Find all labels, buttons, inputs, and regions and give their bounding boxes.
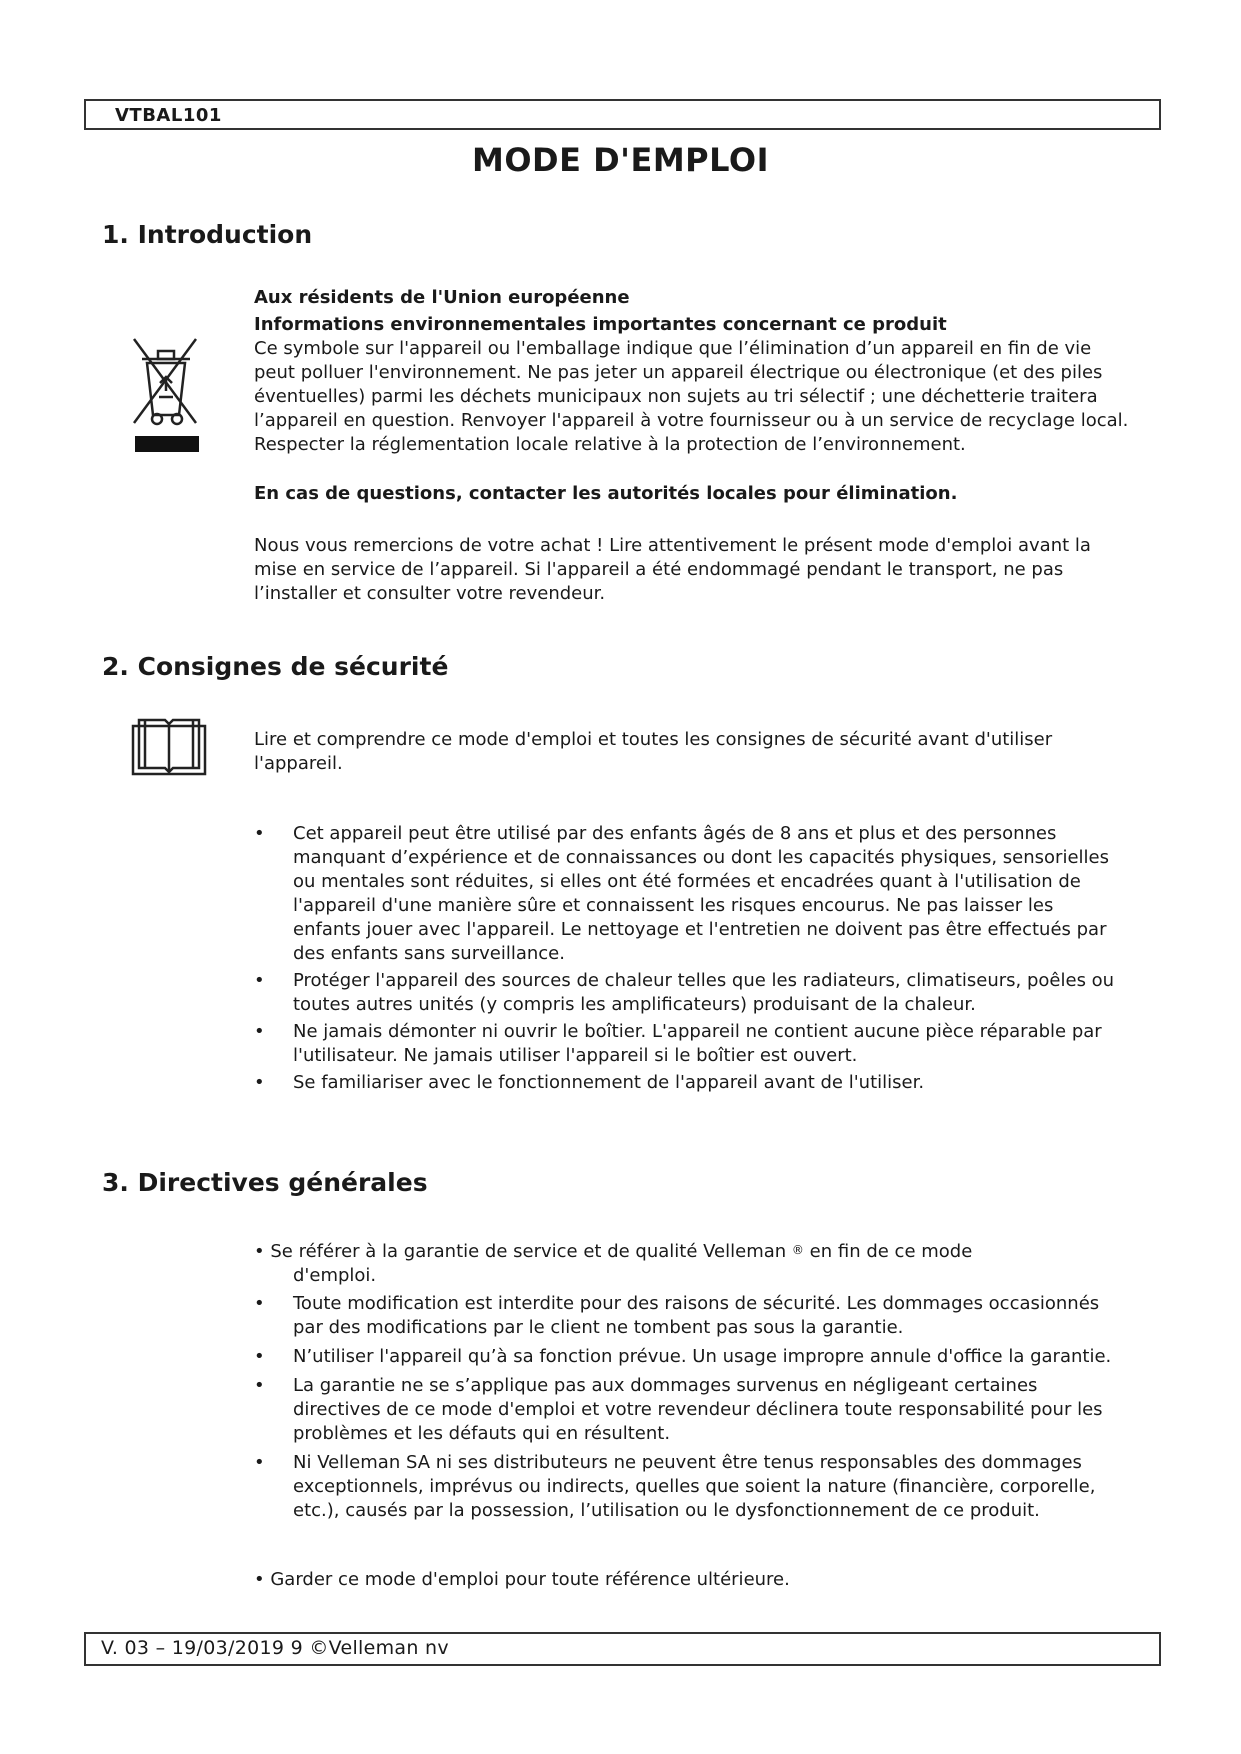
list-item: • Ne jamais démonter ni ouvrir le boîtier. L'appareil ne contient aucune pièce réparable par l'utilisateur. Ne jamais utiliser l'appareil si le boîtier est ouvert.	[254, 1021, 1102, 1066]
thanks-paragraph: Nous vous remercions de votre achat ! Lire attentivement le présent mode d'emploi avant la mise en service de l’appareil. Si l'appareil a été endommagé pendant le transport, ne pas l’installer et consulter votre revendeur.	[254, 535, 1091, 604]
list-item: • Cet appareil peut être utilisé par des enfants âgés de 8 ans et plus et des personnes manquant d’expérience et de connaissances ou dont les capacités physiques, sensorielles ou mentales sont réduites, si elles ont été formées et encadrées quant à l'utilisation de l'appareil d'une manière sûre et connaissent les risques encourus. Ne pas laisser les enfants jouer avec l'appareil. Le nettoyage et l'entretien ne doivent pas être effectués par des enfants sans surveillance.	[254, 823, 1109, 964]
bullet-icon: •	[254, 1072, 265, 1093]
environmental-info-heading: Informations environnementales importantes concernant ce produit	[254, 314, 947, 335]
bullet-icon: •	[254, 1452, 265, 1473]
list-item: • Toute modification est interdite pour des raisons de sécurité. Les dommages occasionnés par des modifications par le client ne tombent pas sous la garantie.	[254, 1293, 1100, 1338]
warranty-item-continuation: d'emploi.	[293, 1265, 377, 1286]
bullet-icon: •	[254, 1346, 265, 1367]
header-box	[84, 99, 1161, 130]
registered-mark: ®	[791, 1243, 804, 1257]
list-item: • Se familiariser avec le fonctionnement de l'appareil avant de l'utiliser.	[254, 1072, 925, 1093]
eu-residents-heading: Aux résidents de l'Union européenne	[254, 287, 630, 308]
read-manual-text: Lire et comprendre ce mode d'emploi et toutes les consignes de sécurité avant d'utiliser l'appareil.	[254, 729, 1053, 774]
safety-bullet-list	[254, 822, 1123, 1095]
weee-bin-icon	[129, 335, 205, 461]
bullet-icon: •	[254, 1375, 265, 1396]
bullet-icon: •	[254, 970, 265, 991]
warranty-item: • Se référer à la garantie de service et de qualité Velleman ® en fin de ce mode	[254, 1241, 973, 1262]
bullet-icon: •	[254, 1293, 265, 1314]
document-title: MODE D'EMPLOI	[472, 141, 769, 179]
list-item: • Protéger l'appareil des sources de chaleur telles que les radiateurs, climatiseurs, poêles ou toutes autres unités (y compris les amplificateurs) produisant de la chaleur.	[254, 970, 1115, 1015]
section-safety-heading: 2. Consignes de sécurité	[102, 652, 449, 681]
environmental-info-text: Ce symbole sur l'appareil ou l'emballage indique que l’élimination d’un appareil en fin de vie peut polluer l'environnement. Ne pas jeter un appareil électrique ou électronique (et des piles éventuelles) parmi les déchets municipaux non sujets au tri sélectif ; une déchetterie traitera l’appareil en question. Renvoyer l'appareil à votre fournisseur ou à un service de recyclage local. Respecter la réglementation locale relative à la protection de l’environnement.	[254, 338, 1129, 455]
list-item: • La garantie ne se s’applique pas aux dommages survenus en négligeant certaines directives de ce mode d'emploi et votre revendeur déclinera toute responsabilité pour les problèmes et les défauts qui en résultent.	[254, 1375, 1103, 1444]
bullet-icon: •	[254, 1021, 265, 1042]
footer-version-text: V. 03 – 19/03/2019 9 ©Velleman nv	[101, 1637, 449, 1659]
keep-manual-item: • Garder ce mode d'emploi pour toute référence ultérieure.	[254, 1569, 790, 1590]
model-code: VTBAL101	[115, 105, 222, 126]
list-item: • N’utiliser l'appareil qu’à sa fonction prévue. Un usage impropre annule d'office la garantie.	[254, 1346, 1112, 1367]
bullet-icon: •	[254, 1241, 265, 1262]
section-general-guidelines-heading: 3. Directives générales	[102, 1168, 428, 1197]
section-introduction-heading: 1. Introduction	[102, 220, 313, 249]
guidelines-bullet-list	[254, 1292, 1123, 1523]
read-manual-book-icon	[131, 716, 207, 782]
bullet-icon: •	[254, 823, 265, 844]
list-item: • Ni Velleman SA ni ses distributeurs ne peuvent être tenus responsables des dommages exceptionnels, imprévus ou indirects, quelles que soient la nature (financière, corporelle, etc.), causés par la possession, l’utilisation ou le dysfonctionnement de ce produit.	[254, 1452, 1096, 1521]
environmental-contact-text: En cas de questions, contacter les autorités locales pour élimination.	[254, 483, 958, 504]
bullet-icon: •	[254, 1569, 265, 1590]
